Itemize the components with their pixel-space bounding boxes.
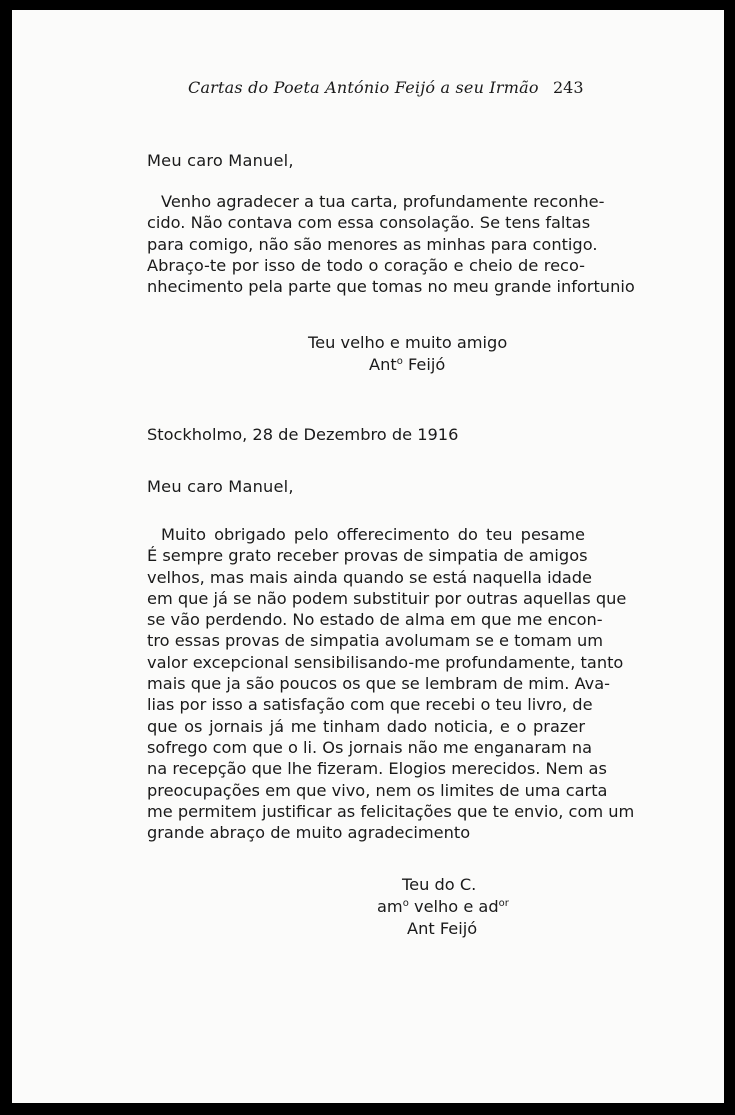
letter1-closing: Teu velho e muito amigo [308,333,508,352]
letter2-greeting: Meu caro Manuel, [147,477,294,496]
body-line: mais que ja são poucos os que se lembram de mim. Ava- [147,674,611,694]
body-line: Muito obrigado pelo offerecimento do teu pesame [161,525,585,544]
body-line: É sempre grato receber provas de simpatia de amigos [147,546,588,566]
signature-name: Feijó [407,355,446,374]
closing-abbrev: am [377,897,403,916]
body-line: velhos, mas mais ainda quando se está naquella idade [147,567,593,587]
letter2-closing-2 [377,896,509,918]
body-line: na recepção que lhe fizeram. Elogios merecidos. Nem as [147,759,607,779]
body-line: Venho agradecer a tua carta, profundamente reconhe- [161,192,605,211]
letter1-body [147,191,635,297]
letter2-body [147,524,635,843]
body-line: em que já se não podem substituir por outras aquellas que [147,588,627,608]
letter1-signature [369,354,445,376]
closing-middle: velho e ad [413,897,499,916]
letter2-closing-1: Teu do C. [402,875,477,894]
body-line: que os jornais já me tinham dado noticia, e o prazer [147,716,585,736]
body-line: sofrego com que o li. Os jornais não me enganaram na [147,737,593,757]
letter2-dateline: Stockholmo, 28 de Dezembro de 1916 [147,425,459,444]
body-line: para comigo, não são menores as minhas para contigo. [147,234,598,254]
signature-abbrev: Ant [369,355,397,374]
body-line: cido. Não contava com essa consolação. Se tens faltas [147,213,591,233]
signature-superscript: o [396,356,403,367]
body-line: nhecimento pela parte que tomas no meu grande infortunio [147,277,635,297]
body-line: me permitem justificar as felicitações que te envio, com um [147,801,635,821]
body-line: valor excepcional sensibilisando-me profundamente, tanto [147,652,624,672]
body-line: se vão perdendo. No estado de alma em que me encon- [147,610,603,630]
closing-superscript-2: or [498,898,509,909]
body-line: grande abraço de muito agradecimento [147,823,471,843]
page-header [12,78,724,100]
page-number: 243 [553,78,584,97]
letter1-greeting: Meu caro Manuel, [147,151,294,170]
running-title: Cartas do Poeta António Feijó a seu Irmão [188,78,539,97]
book-page [12,10,724,1103]
body-line: tro essas provas de simpatia avolumam se e tomam um [147,631,604,651]
body-line: lias por isso a satisfação com que recebi o teu livro, de [147,695,593,715]
body-line: preocupações em que vivo, nem os limites de uma carta [147,780,608,800]
letter2-signature: Ant Feijó [407,919,478,938]
body-line: Abraço-te por isso de todo o coração e cheio de reco- [147,255,585,275]
closing-superscript-1: o [402,898,409,909]
